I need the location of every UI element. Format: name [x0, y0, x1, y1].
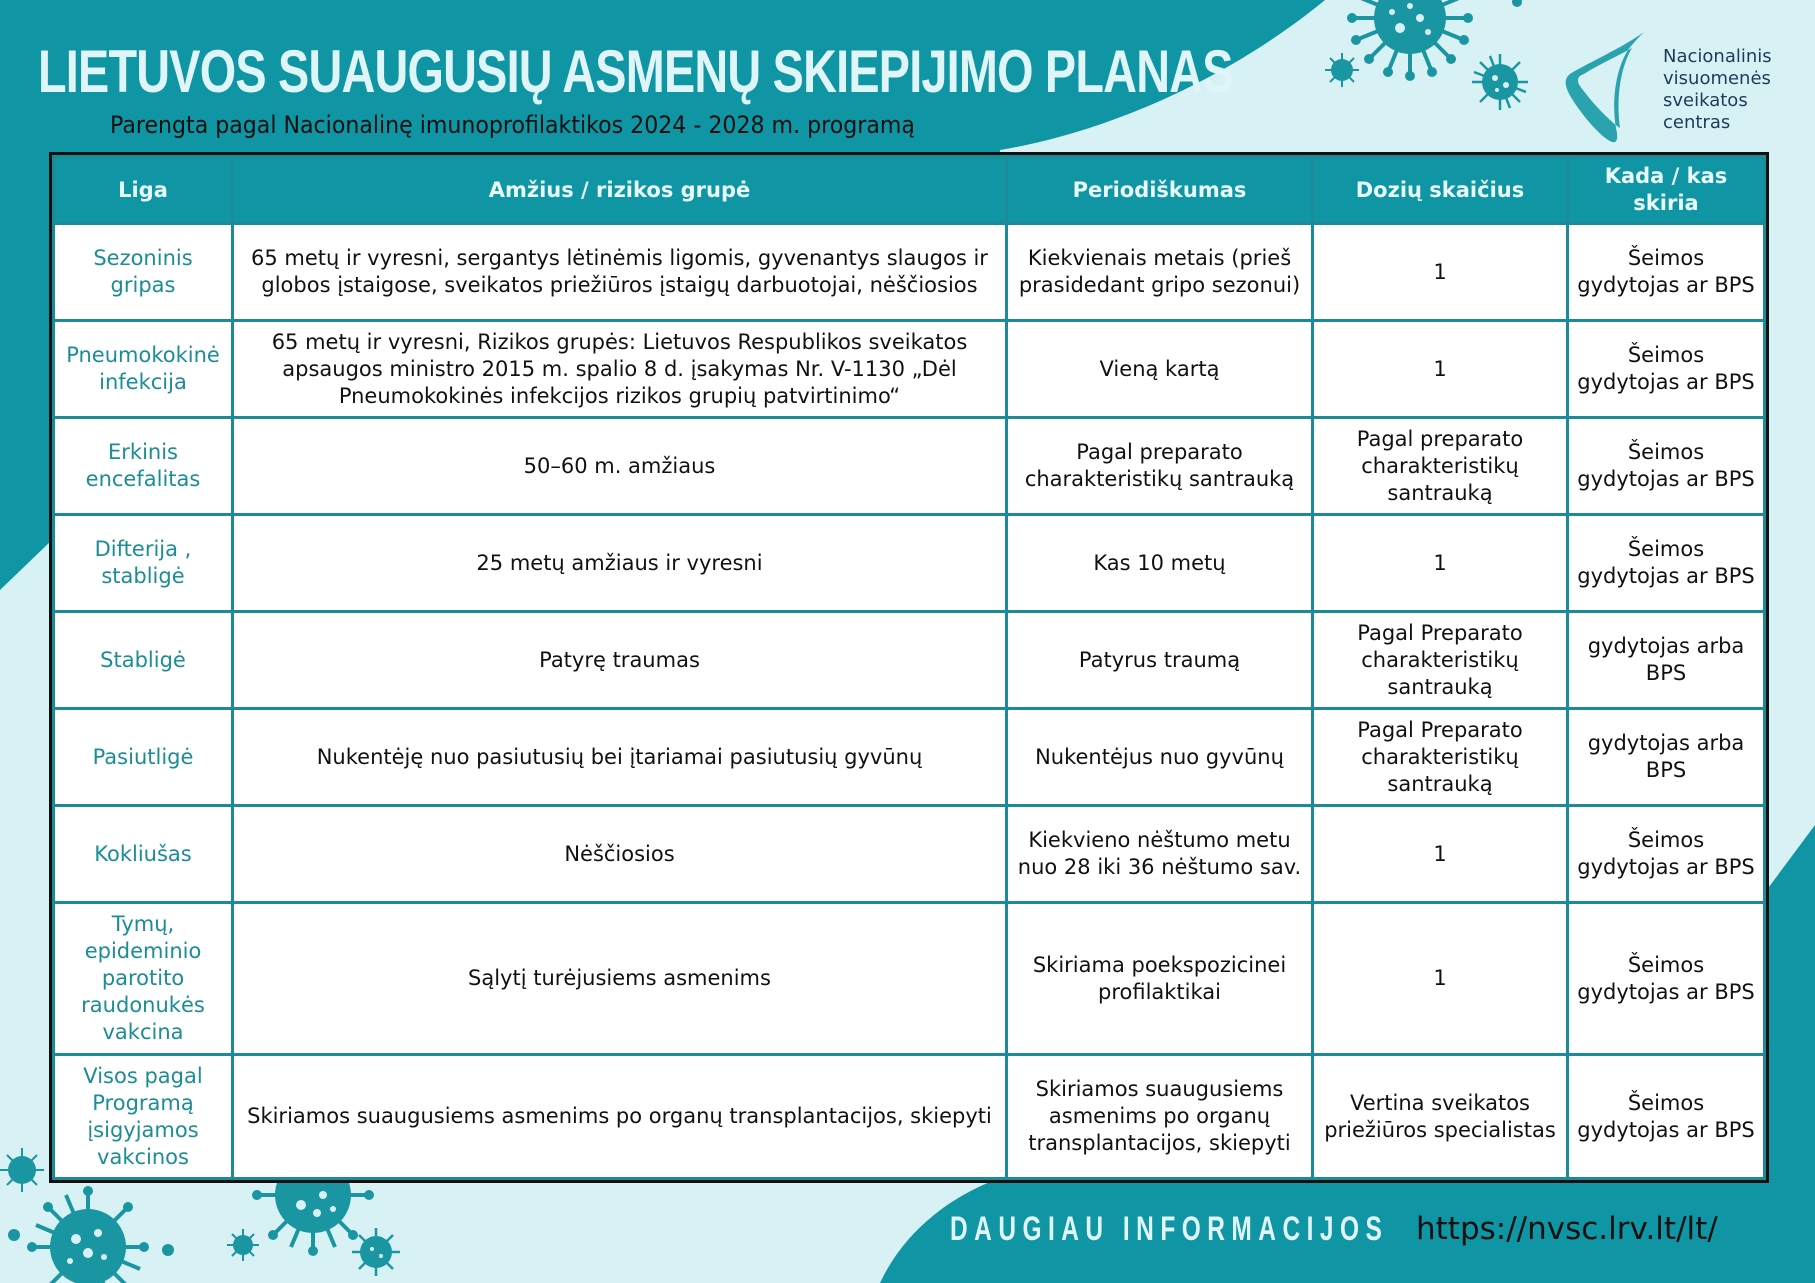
periodicity-cell: Skiriamos suaugusiems asmenims po organų transplantacijos, skiepyti [1007, 1055, 1313, 1179]
column-header-periodiskumas: Periodiškumas [1007, 157, 1313, 224]
page-title: LIETUVOS SUAUGUSIŲ ASMENŲ SKIEPIJIMO PLANAS [38, 38, 1233, 105]
table-row [54, 806, 1765, 903]
periodicity-cell: Pagal preparato charakteristikų santrauką [1007, 418, 1313, 515]
vaccination-table [52, 155, 1766, 1180]
page-subtitle: Parengta pagal Nacionalinę imunoprofilaktikos 2024 - 2028 m. programą [110, 111, 915, 139]
age-group-cell: Patyrę traumas [233, 612, 1007, 709]
prescriber-cell: Šeimos gydytojas ar BPS [1568, 1055, 1765, 1179]
disease-cell: Erkinis encefalitas [54, 418, 233, 515]
periodicity-cell: Kiekvienais metais (prieš prasidedant gripo sezonui) [1007, 224, 1313, 321]
dose-count-cell: 1 [1313, 903, 1568, 1055]
logo-line: visuomenės [1663, 68, 1771, 89]
table-row [54, 321, 1765, 418]
age-group-cell: Skiriamos suaugusiems asmenims po organų transplantacijos, skiepyti [233, 1055, 1007, 1179]
prescriber-cell: gydytojas arba BPS [1568, 612, 1765, 709]
disease-cell: Visos pagal Programą įsigyjamos vakcinos [54, 1055, 233, 1179]
prescriber-cell: Šeimos gydytojas ar BPS [1568, 515, 1765, 612]
dose-count-cell: Pagal Preparato charakteristikų santrauką [1313, 612, 1568, 709]
age-group-cell: Sąlytį turėjusiems asmenims [233, 903, 1007, 1055]
disease-cell: Sezoninis gripas [54, 224, 233, 321]
age-group-cell: Nėščiosios [233, 806, 1007, 903]
disease-cell: Pasiutligė [54, 709, 233, 806]
footer-url-link[interactable]: https://nvsc.lrv.lt/lt/ [1416, 1211, 1718, 1247]
table-row [54, 612, 1765, 709]
disease-cell: Stabligė [54, 612, 233, 709]
prescriber-cell: gydytojas arba BPS [1568, 709, 1765, 806]
dose-count-cell: 1 [1313, 515, 1568, 612]
column-header-kada-kas-skiria: Kada / kas skiria [1568, 157, 1765, 224]
periodicity-cell: Kas 10 metų [1007, 515, 1313, 612]
prescriber-cell: Šeimos gydytojas ar BPS [1568, 418, 1765, 515]
footer-info [950, 1204, 1718, 1254]
logo-line: sveikatos [1663, 90, 1748, 111]
column-header-doziu-skaicius: Dozių skaičius [1313, 157, 1568, 224]
age-group-cell: Nukentėję nuo pasiutusių bei įtariamai pasiutusių gyvūnų [233, 709, 1007, 806]
prescriber-cell: Šeimos gydytojas ar BPS [1568, 806, 1765, 903]
table-row [54, 709, 1765, 806]
dose-count-cell: 1 [1313, 806, 1568, 903]
table-row [54, 515, 1765, 612]
dose-count-cell: Pagal Preparato charakteristikų santrauką [1313, 709, 1568, 806]
dose-count-cell: Vertina sveikatos priežiūros specialistas [1313, 1055, 1568, 1179]
table-row [54, 418, 1765, 515]
disease-cell: Pneumokokinė infekcija [54, 321, 233, 418]
periodicity-cell: Kiekvieno nėštumo metu nuo 28 iki 36 nėštumo sav. [1007, 806, 1313, 903]
footer-label: DAUGIAU INFORMACIJOS [950, 1209, 1389, 1248]
table-row [54, 903, 1765, 1055]
prescriber-cell: Šeimos gydytojas ar BPS [1568, 224, 1765, 321]
nvsc-logo-text [1663, 46, 1772, 134]
age-group-cell: 50–60 m. amžiaus [233, 418, 1007, 515]
periodicity-cell: Nukentėjus nuo gyvūnų [1007, 709, 1313, 806]
table-row [54, 224, 1765, 321]
background-left-teal-strip [0, 150, 52, 580]
column-header-liga: Liga [54, 157, 233, 224]
age-group-cell: 65 metų ir vyresni, Rizikos grupės: Lietuvos Respublikos sveikatos apsaugos ministro 2015 m. spalio 8 d. įsakymas Nr. V-1130 „Dėl Pneumokokinės infekcijos rizikos grupių patvirtinimo“ [233, 321, 1007, 418]
prescriber-cell: Šeimos gydytojas ar BPS [1568, 903, 1765, 1055]
disease-cell: Kokliušas [54, 806, 233, 903]
age-group-cell: 65 metų ir vyresni, sergantys lėtinėmis ligomis, gyvenantys slaugos ir globos įstaigose, sveikatos priežiūros įstaigų darbuotojai, nėščiosios [233, 224, 1007, 321]
virus-icon [352, 1228, 400, 1276]
disease-cell: Tymų, epideminio parotito raudonukės vakcina [54, 903, 233, 1055]
table-row [54, 1055, 1765, 1179]
table-header-row [54, 157, 1765, 224]
periodicity-cell: Patyrus traumą [1007, 612, 1313, 709]
virus-icon [1325, 53, 1359, 87]
column-header-amzius: Amžius / rizikos grupė [233, 157, 1007, 224]
logo-line: centras [1663, 112, 1731, 133]
prescriber-cell: Šeimos gydytojas ar BPS [1568, 321, 1765, 418]
dose-count-cell: 1 [1313, 224, 1568, 321]
dose-count-cell: 1 [1313, 321, 1568, 418]
dose-count-cell: Pagal preparato charakteristikų santrauką [1313, 418, 1568, 515]
periodicity-cell: Vieną kartą [1007, 321, 1313, 418]
logo-line: Nacionalinis [1663, 46, 1772, 67]
disease-cell: Difterija , stabligė [54, 515, 233, 612]
virus-icon [8, 1229, 20, 1241]
virus-icon [1472, 54, 1528, 110]
age-group-cell: 25 metų amžiaus ir vyresni [233, 515, 1007, 612]
virus-icon [162, 1244, 174, 1256]
periodicity-cell: Skiriama poekspozicinei profilaktikai [1007, 903, 1313, 1055]
